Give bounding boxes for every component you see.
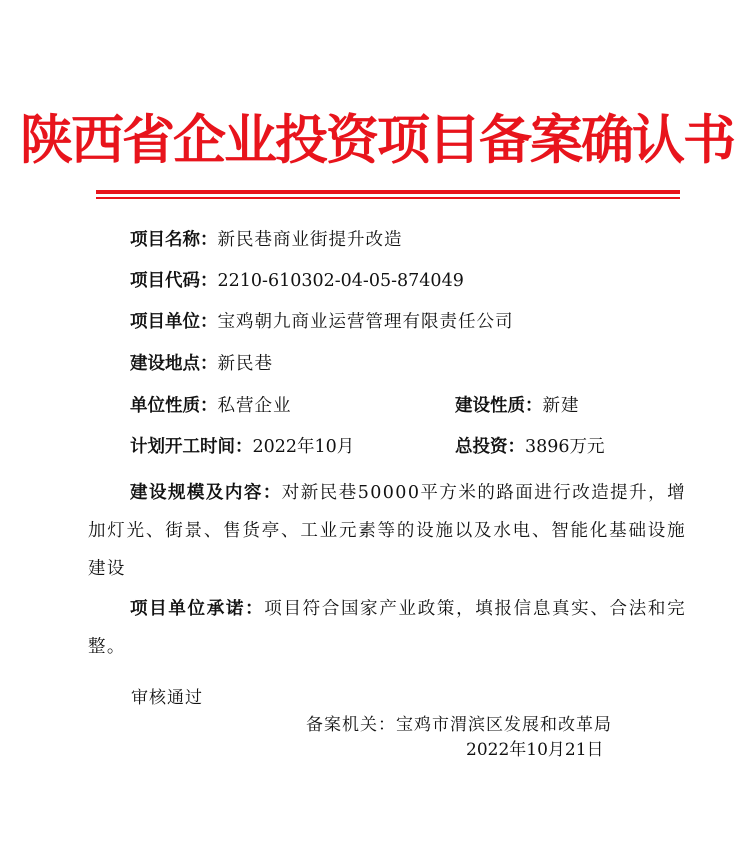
approval-status: 审核通过 [131, 688, 203, 708]
field-value: 项目符合国家产业政策，填报信息真实、合法和完整。 [88, 599, 686, 657]
field-label: 项目单位承诺： [130, 599, 265, 619]
approval-date: 2022年10月21日 [466, 740, 604, 760]
field-value: 3896万元 [525, 437, 605, 457]
field-build-nature [455, 393, 580, 419]
field-value: 对新民巷50000平方米的路面进行改造提升，增加灯光、街景、售货亭、工业元素等的设施以及水电、智能化基础设施建设 [88, 483, 686, 579]
field-construction-scale [88, 474, 686, 588]
field-value: 宝鸡朝九商业运营管理有限责任公司 [217, 312, 514, 332]
field-value: 2022年10月 [252, 437, 355, 457]
filing-authority-label: 备案机关： [306, 715, 396, 735]
filing-authority [306, 713, 612, 737]
field-commitment [88, 590, 686, 666]
field-project-name [130, 227, 403, 253]
field-total-investment [455, 434, 605, 460]
document-title: 陕西省企业投资项目备案确认书 [20, 109, 734, 171]
filing-authority-name: 宝鸡市渭滨区发展和改革局 [396, 715, 612, 735]
field-label: 总投资： [455, 437, 525, 457]
field-start-time [130, 434, 354, 460]
field-value: 新建 [542, 396, 580, 416]
field-label: 单位性质： [130, 396, 218, 416]
field-unit-nature [130, 393, 292, 419]
field-label: 项目名称： [130, 230, 218, 250]
title-divider-thin [96, 197, 680, 199]
field-label: 建设地点： [130, 354, 218, 374]
field-label: 项目单位： [130, 312, 218, 332]
field-project-code [130, 268, 464, 294]
field-label: 计划开工时间： [130, 437, 253, 457]
field-project-unit [130, 309, 514, 335]
field-label: 项目代码： [130, 271, 218, 291]
field-label: 建设性质： [455, 396, 543, 416]
field-value: 新民巷商业街提升改造 [217, 230, 403, 250]
field-location [130, 351, 273, 377]
field-value: 新民巷 [217, 354, 273, 374]
field-label: 建设规模及内容： [130, 483, 282, 503]
field-value: 私营企业 [217, 396, 292, 416]
title-divider-thick [96, 190, 680, 194]
field-value: 2210-610302-04-05-874049 [217, 271, 464, 291]
